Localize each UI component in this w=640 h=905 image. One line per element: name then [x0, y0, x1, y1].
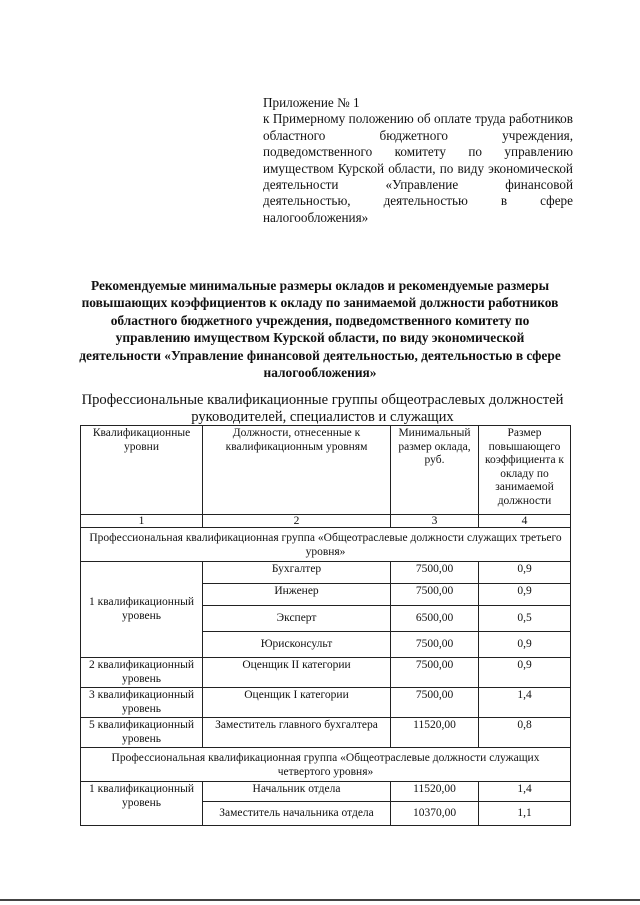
position-name: Бухгалтер — [203, 562, 391, 584]
min-salary: 10370,00 — [391, 802, 479, 826]
qualification-level: 1 квалификационный уровень — [81, 562, 203, 658]
column-number-row — [81, 515, 571, 528]
group-title: Профессиональная квалификационная группа «Общеотраслевые должности служащих четвертого уровня» — [81, 748, 571, 782]
coefficient: 1,4 — [479, 782, 571, 802]
group-title: Профессиональная квалификационная группа «Общеотраслевые должности служащих третьего уровня» — [81, 528, 571, 562]
qualification-level: 2 квалификационный уровень — [81, 658, 203, 688]
column-number: 2 — [203, 515, 391, 528]
coefficient: 1,4 — [479, 688, 571, 718]
min-salary: 7500,00 — [391, 632, 479, 658]
min-salary: 7500,00 — [391, 562, 479, 584]
qualification-level: 5 квалификационный уровень — [81, 718, 203, 748]
position-name: Инженер — [203, 584, 391, 606]
table-row — [81, 658, 571, 688]
position-name: Оценщик I категории — [203, 688, 391, 718]
page-bottom-edge — [0, 899, 640, 901]
min-salary: 7500,00 — [391, 584, 479, 606]
header-min-salary: Минимальный размер оклада, руб. — [391, 426, 479, 515]
group-title-row — [81, 748, 571, 782]
min-salary: 11520,00 — [391, 718, 479, 748]
position-name: Начальник отдела — [203, 782, 391, 802]
position-name: Эксперт — [203, 606, 391, 632]
position-name: Заместитель начальника отдела — [203, 802, 391, 826]
section-heading: Профессиональные квалификационные группы общеотраслевых должностей руководителей, специалистов и служащих — [81, 392, 564, 425]
coefficient: 0,9 — [479, 562, 571, 584]
coefficient: 0,8 — [479, 718, 571, 748]
min-salary: 7500,00 — [391, 688, 479, 718]
column-number: 4 — [479, 515, 571, 528]
qualification-level: 1 квалификационный уровень — [81, 782, 203, 826]
coefficient: 1,1 — [479, 802, 571, 826]
coefficient: 0,5 — [479, 606, 571, 632]
table-row — [81, 562, 571, 584]
position-name: Юрисконсульт — [203, 632, 391, 658]
coefficient: 0,9 — [479, 584, 571, 606]
header-levels: Квалификационные уровни — [81, 426, 203, 515]
min-salary: 6500,00 — [391, 606, 479, 632]
appendix-block — [263, 95, 573, 226]
position-name: Оценщик II категории — [203, 658, 391, 688]
table-row — [81, 782, 571, 802]
appendix-text: к Примерному положению об оплате труда работников областного бюджетного учреждения, подведомственного комитету по управлению имуществом Курской области, по виду экономической деятельности «Управление финансовой деятельностью, деятельностью в сфере налогообложения» — [263, 111, 573, 225]
table-row — [81, 688, 571, 718]
min-salary: 7500,00 — [391, 658, 479, 688]
coefficient: 0,9 — [479, 658, 571, 688]
column-number: 3 — [391, 515, 479, 528]
min-salary: 11520,00 — [391, 782, 479, 802]
coefficient: 0,9 — [479, 632, 571, 658]
header-coefficient: Размер повышающего коэффициента к окладу по занимаемой должности — [479, 426, 571, 515]
qualification-level: 3 квалификационный уровень — [81, 688, 203, 718]
table-row — [81, 718, 571, 748]
table-header-row — [81, 426, 571, 515]
appendix-title: Приложение № 1 — [263, 95, 360, 110]
salary-table — [80, 425, 571, 826]
header-positions: Должности, отнесенные к квалификационным уровням — [203, 426, 391, 515]
column-number: 1 — [81, 515, 203, 528]
group-title-row — [81, 528, 571, 562]
document-title: Рекомендуемые минимальные размеры окладов и рекомендуемые размеры повышающих коэффициентов к окладу по занимаемой должности работников областного бюджетного учреждения, подведомственного комитету по управлению имуществом Курской области, по виду экономической деятельности «Управление финансовой деятельностью, деятельностью в сфере налогообложения» — [79, 278, 561, 381]
position-name: Заместитель главного бухгалтера — [203, 718, 391, 748]
